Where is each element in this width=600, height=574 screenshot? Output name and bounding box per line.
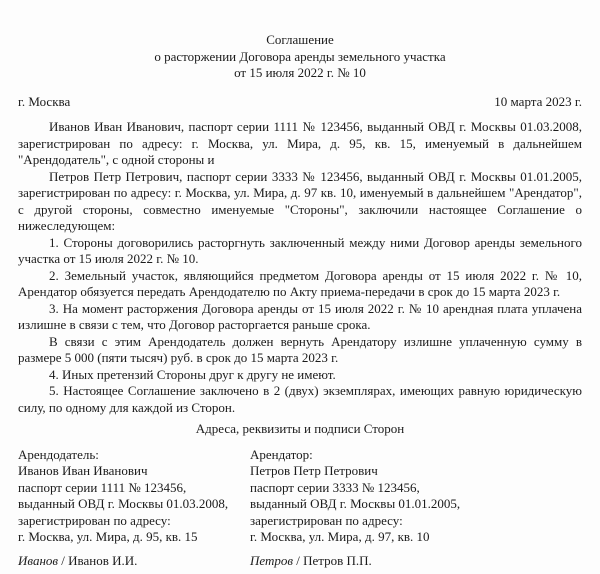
landlord-name: Иванов Иван Иванович: [18, 463, 148, 478]
preamble-paragraph-tenant: Петров Петр Петрович, паспорт серии 3333 № 123456, выданный ОВД г. Москвы 01.01.2005, зарегистрирован по адресу: г. Москва, ул. Мира, д. 97 кв. 10, именуемый в дальнейшем "Арендатор", с другой стороны, совместно именуемые "Стороны", заключили настоящее Соглашение о нижеследующем:: [18, 168, 582, 233]
document-title: [18, 32, 582, 82]
tenant-passport-issued: выданный ОВД г. Москвы 01.01.2005,: [250, 496, 461, 511]
landlord-signature: [18, 553, 250, 570]
landlord-role-label: Арендодатель:: [18, 446, 99, 462]
tenant-address: г. Москва, ул. Мира, д. 97, кв. 10: [250, 529, 430, 544]
document-body: [18, 119, 582, 416]
tenant-column: [250, 447, 582, 546]
landlord-passport-issued: выданный ОВД г. Москвы 01.03.2008,: [18, 496, 229, 511]
landlord-column: [18, 447, 250, 546]
requisites-heading: Адреса, реквизиты и подписи Сторон: [195, 421, 405, 436]
document-title-line-1: Соглашение: [266, 32, 334, 47]
landlord-registered-label: зарегистрирован по адресу:: [18, 512, 171, 528]
place-date-row: [18, 94, 582, 111]
tenant-signature-printed: / Петров П.П.: [296, 552, 372, 568]
landlord-signature-script: Иванов: [18, 552, 59, 568]
tenant-passport: паспорт серии 3333 № 123456,: [250, 479, 420, 495]
tenant-role-label: Арендатор:: [250, 446, 313, 462]
parties-requisites: [18, 447, 582, 546]
place-label: г. Москва: [18, 93, 71, 109]
date-label: 10 марта 2023 г.: [494, 93, 582, 109]
document-title-line-3: от 15 июля 2022 г. № 10: [234, 65, 366, 80]
landlord-passport: паспорт серии 1111 № 123456,: [18, 479, 187, 495]
tenant-signature: [250, 553, 582, 570]
document-title-line-2: о расторжении Договора аренды земельного участка: [154, 48, 446, 64]
preamble-paragraph-landlord: Иванов Иван Иванович, паспорт серии 1111 № 123456, выданный ОВД г. Москвы 01.03.2008, зарегистрирован по адресу: г. Москва, ул. Мира, д. 95, кв. 15, именуемый в дальнейшем "Арендодатель", с одной стороны и: [18, 119, 582, 167]
landlord-address: г. Москва, ул. Мира, д. 95, кв. 15: [18, 529, 198, 544]
clause-2: 2. Земельный участок, являющийся предметом Договора аренды от 15 июля 2022 г. № 10, Арендатор обязуется передать Арендодателю по Акту приема-передачи в срок до 15 марта 2023 г.: [18, 267, 582, 299]
clause-3: 3. На момент расторжения Договора аренды от 15 июля 2022 г. № 10 арендная плата уплачена излишне в связи с тем, что Договор расторгается раньше срока.: [18, 300, 582, 332]
tenant-name: Петров Петр Петрович: [250, 463, 378, 478]
signatures-row: [18, 553, 582, 570]
tenant-registered-label: зарегистрирован по адресу:: [250, 512, 403, 528]
landlord-signature-printed: / Иванов И.И.: [61, 552, 138, 568]
clause-4: 4. Иных претензий Стороны друг к другу не имеют.: [49, 366, 336, 382]
tenant-signature-script: Петров: [250, 552, 294, 568]
clause-3-refund: В связи с этим Арендодатель должен вернуть Арендатору излишне уплаченную сумму в размере 5 000 (пяти тысяч) руб. в срок до 15 марта 2023 г.: [18, 333, 582, 365]
clause-1: 1. Стороны договорились расторгнуть заключенный между ними Договор аренды земельного участка от 15 июля 2022 г. № 10.: [18, 234, 582, 266]
clause-5: 5. Настоящее Соглашение заключено в 2 (двух) экземплярах, имеющих равную юридическую силу, по одному для каждой из Сторон.: [18, 383, 582, 415]
